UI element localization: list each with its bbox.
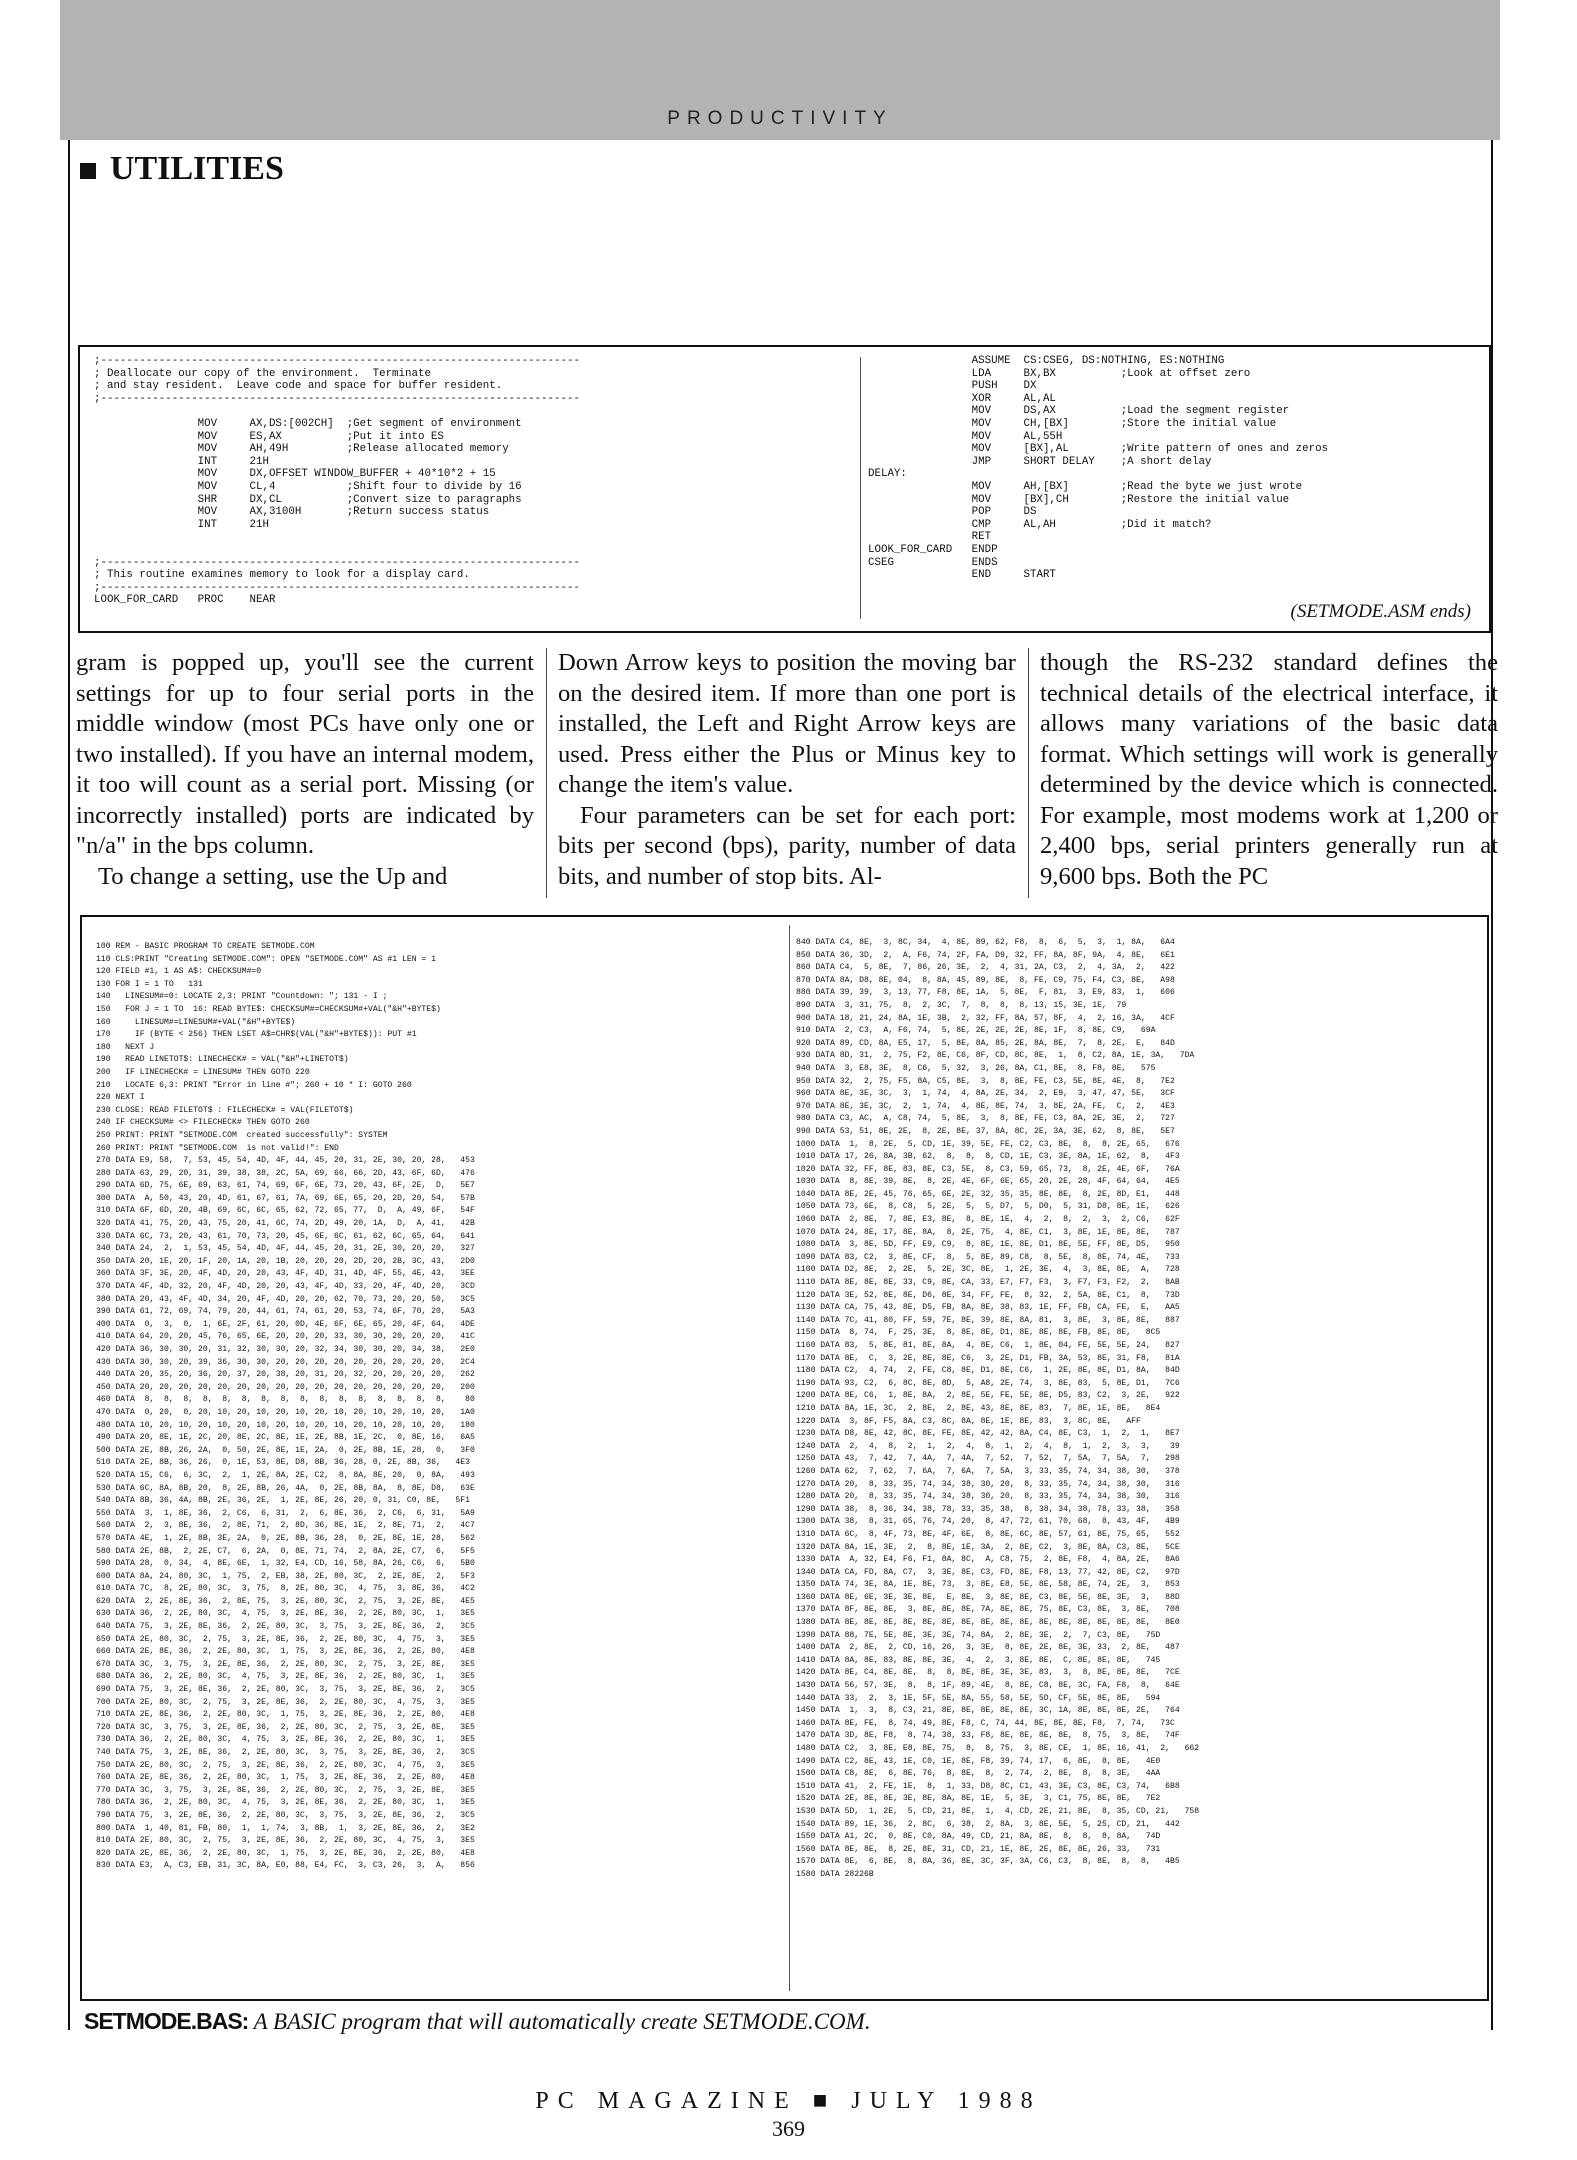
basic-divider <box>789 925 790 1991</box>
column-heading <box>80 150 284 188</box>
left-margin-rule <box>68 140 70 2030</box>
column-title: UTILITIES <box>110 150 284 187</box>
article-column-3 <box>1040 648 1498 892</box>
column-3-paragraph-1: though the RS-232 standard defines the technical details of the electrical interface, it allows many variations of the basic data format. Which settings will work is generally determined by the device which is connected. For example, most modems work at 1,200 or 2,400 bps, serial printers generally run at 9,600 bps. Both the PC <box>1040 649 1498 890</box>
column-2-paragraph-2: Four parameters can be set for each port: bits per second (bps), parity, number of data bits, and number of stop bits. Al- <box>558 801 1016 890</box>
basic-listing-box <box>80 915 1489 2001</box>
asm-code-right: ASSUME CS:CSEG, DS:NOTHING, ES:NOTHING LDA BX,BX ;Look at offset zero PUSH DX XOR AL,AL MOV DS,AX ;Load the segment register MOV CH,[BX] ;Store the initial value MOV AL,55H MOV [BX],AL ;Write pattern of ones and zeros JMP SHORT DELAY ;A short delay DELAY: MOV AH,[BX] ;Read the byte we just wrote MOV [BX],CH ;Restore the initial value POP DS CMP AL,AH ;Did it match? RET LOOK_FOR_CARD ENDP CSEG ENDS END START <box>868 355 1329 582</box>
article-column-2 <box>558 648 1016 892</box>
bullet-square-icon <box>80 163 96 179</box>
column-2-paragraph-1: Down Arrow keys to position the moving bar on the desired item. If more than one port is installed, the Left and Right Arrow keys are used. Press either the Plus or Minus key to change the item's value. <box>558 649 1016 798</box>
asm-code-left: ;-------------------------------------------------------------------------- ; Deallocate our copy of the environment. Terminate ; and stay resident. Leave code and space for buffer resident. ;-------------------------------------------------------------------------- MOV AX,DS:[002CH] ;Get segment of environment MOV ES,AX ;Put it into ES MOV AH,49H ;Release allocated memory INT 21H MOV DX,OFFSET WINDOW_BUFFER + 40*10*2 + 15 MOV CL,4 ;Shift four to divide by 16 SHR DX,CL ;Convert size to paragraphs MOV AX,3100H ;Return success status INT 21H ;-------------------------------------------------------------------------- ; This routine examines memory to look for a display card. ;-------------------------------------------------------------------------- LOOK_FOR_CARD PROC NEAR <box>94 355 580 607</box>
basic-code-right: 840 DATA C4, 8E, 3, 8C, 34, 4, 8E, 89, 62, F8, 8, 6, 5, 3, 1, 8A, 6A4 850 DATA 36, 3D, 2, A, F6, 74, 2F, FA, D9, 32, FF, 8A, 8F, 9A, 4, 8E, 6E1 860 DATA C4, 5, 8E, 7, 86, 26, 3E, 2, 4, 31, 2A, C3, 2, 4, 3A, 2, 422 870 DATA 8A, D8, 8E, 04, 8, 8A, 45, 89, 8E, 8, FE, C9, 75, F4, C3, 8E, A98 880 DATA 39, 39, 3, 13, 77, F8, 8E, 1A, 5, 8E, F, 81, 3, E9, 83, 1, 606 890 DATA 3, 31, 75, 8, 2, 3C, 7, 8, 8, 8, 13, 15, 3E, 1E, 79 900 DATA 18, 21, 24, 8A, 1E, 3B, 2, 32, FF, 8A, 57, 8F, 4, 2, 16, 3A, 4CF 910 DATA 2, C3, A, F6, 74, 5, 8E, 2E, 2E, 2E, 8E, 1F, 8, 8E, C9, 69A 920 DATA 89, CD, 8A, E5, 17, 5, 8E, 8A, 85, 2E, 8A, 8E, 7, 8, 2E, E, 84D 930 DATA 8D, 31, 2, 75, F2, 8E, C6, 8F, CD, 8C, 8E, 1, 8, C2, 8A, 1E, 3A, 7DA 940 DATA 3, E8, 3E, 8, C6, 5, 32, 3, 26, 8A, C1, 8E, 8, F8, 8E, 575 950 DATA 32, 2, 75, F5, 8A, C5, 8E, 3, 8, 8E, FE, C3, 5E, 8E, 4E, 8, 7E2 960 DATA 8E, 3E, 3C, 3, 1, 74, 4, 8A, 2E, 34, 2, E9, 3, 47, 47, 5E, 3CF 970 DATA 8E, 3E, 3C, 2, 1, 74, 4, 8E, 8E, 74, 3, 8E, 2A, FE, C, 2, 4E3 980 DATA C3, AC, A, C8, 74, 5, 8E, 3, 8, 8E, FE, C3, 8A, 2E, 3E, 2, 727 990 DATA 53, 51, 8E, 2E, 8, 2E, 8E, 37, 8A, 8C, 2E, 3A, 3E, 62, 8, 8E, 5E7 1000 DATA 1, 8, 2E, 5, CD, 1E, 39, 5E, FE, C2, C3, 8E, 8, 8, 2E, 65, 676 1010 DATA 17, 26, 8A, 3B, 62, 8, 8, 8, CD, 1E, C3, 3E, 8A, 1E, 62, 8, 4F3 1020 DATA 32, FF, 8E, 83, 8E, C3, 5E, 8, C3, 59, 65, 73, 8, 2E, 4E, 6F, 76A 1030 DATA 8, 8E, 39, 8E, 8, 2E, 4E, 6F, 6E, 65, 20, 2E, 28, 4F, 64, 64, 4E5 1040 DATA 8E, 2E, 45, 76, 65, 6E, 2E, 32, 35, 35, 8E, 8E, 8, 2E, 8D, E1, 448 1050 DATA 73, 6E, 8, C8, 5, 2E, 5, 5, D7, 5, D0, 5, 31, D8, 8E, 1E, 626 1060 DATA 2, 8E, 7, 8E, E3, 8E, 8, 8E, 1E, 4, 2, 8, 2, 3, 2, C6, 62F 1070 DATA 24, 8E, 17, 8E, 8A, 8, 2E, 75, 4, 8E, C1, 3, 8E, 1E, 8E, 8E, 787 1080 DATA 3, 8E, 5D, FF, E9, C9, 8, 8E, 1E, 8E, D1, 8E, 5E, FF, 8E, D5, 950 1090 DATA 83, C2, 3, 8E, CF, 8, 5, 8E, 89, C8, 8, 5E, 8, 8E, 74, 4E, 733 1100 DATA D2, 8E, 2, 2E, 5, 2E, 3C, 8E, 1, 2E, 3E, 4, 3, 8E, 8E, A, 728 1110 DATA 8E, 8E, 8E, 33, C9, 8E, CA, 33, E7, F7, F3, 3, F7, F3, F2, 2, 8AB 1120 DATA 3E, 52, 8E, 8E, D6, 8E, 34, FF, FE, 8, 32, 2, 5A, 8E, C1, 8, 73D 1130 DATA CA, 75, 43, 8E, D5, FB, 8A, 8E, 38, 83, 1E, FF, FB, CA, FE, E, AA5 1140 DATA 7C, 41, 80, FF, 59, 7E, 8E, 39, 8E, 8A, 81, 3, 8E, 3, 8E, 8E, 887 1150 DATA 8, 74, F, 25, 3E, 8, 8E, 8E, D1, 8E, 8E, 8E, FB, 8E, 8E, 8C5 1160 DATA 83, 5, 8E, 81, 8E, 8A, 4, 8E, C6, 1, 8E, 04, FE, 5E, 5E, 24, 827 1170 DATA 8E, C, 3, 2E, 8E, 8E, C6, 3, 2E, D1, FB, 3A, 53, 8E, 31, F8, 81A 1180 DATA C2, 4, 74, 2, FE, C8, 8E, D1, 8E, C6, 1, 2E, 8E, 8E, D1, 8A, 84D 1190 DATA 93, C2, 6, 8C, 8E, 8D, 5, A8, 2E, 74, 3, 8E, 83, 5, 8E, D1, 7C6 1200 DATA 8E, C6, 1, 8E, 8A, 2, 8E, 5E, FE, 5E, 8E, D5, 83, C2, 3, 2E, 922 1210 DATA 8A, 1E, 3C, 2, 8E, 2, 8E, 43, 8E, 8E, 83, 7, 8E, 1E, 8E, 8E4 1220 DATA 3, 8F, F5, 8A, C3, 8C, 8A, 8E, 1E, 8E, 83, 3, 8C, 8E, AFF 1230 DATA D8, 8E, 42, 8C, 8E, FE, 8E, 42, 42, 8A, C4, 8E, C3, 1, 2, 1, 8E7 1240 DATA 2, 4, 8, 2, 1, 2, 4, 8, 1, 2, 4, 8, 1, 2, 3, 3, 39 1250 DATA 43, 7, 42, 7, 4A, 7, 4A, 7, 52, 7, 52, 7, 5A, 7, 5A, 7, 298 1260 DATA 62, 7, 62, 7, 6A, 7, 6A, 7, 5A, 3, 33, 35, 74, 34, 38, 30, 378 1270 DATA 20, 8, 33, 35, 74, 34, 38, 30, 20, 8, 33, 35, 74, 34, 38, 30, 316 1280 DATA 20, 8, 33, 35, 74, 34, 38, 30, 20, 8, 33, 35, 74, 34, 38, 30, 316 1290 DATA 38, 8, 36, 34, 38, 78, 33, 35, 38, 8, 38, 34, 38, 78, 33, 38, 358 1300 DATA 38, 8, 31, 65, 76, 74, 20, 8, 47, 72, 61, 70, 68, 8, 43, 4F, 4B9 1310 DATA 6C, 8, 4F, 73, 8E, 4F, 6E, 8, 8E, 6C, 8E, 57, 61, 8E, 75, 65, 552 1320 DATA 8A, 1E, 3E, 2, 8, 8E, 1E, 3A, 2, 8E, C2, 3, 8E, 8A, C3, 8E, 5CE 1330 DATA A, 32, E4, F6, F1, 8A, 8C, A, C8, 75, 2, 8E, F8, 4, 8A, 2E, 8A6 1340 DATA CA, FD, 8A, C7, 3, 3E, 8E, C3, FD, 8E, F8, 13, 77, 42, 8E, C2, 97D 1350 DATA 74, 3E, 8A, 1E, 8E, 73, 3, 8E, E8, 5E, 8E, 58, 8E, 74, 2E, 3, 853 1360 DATA 8E, 6E, 3E, 3E, 8E, E, 8E, 3, 8E, 8E, C3, 8E, 5E, 8E, 3E, 3, 88D 1370 DATA 8F, 8E, 8E, 3, 8E, 8E, 8E, 7A, 8E, 8E, 75, 8E, C3, 8E, 3, 8E, 708 1380 DATA 8E, 8E, 8E, 8E, 8E, 8E, 8E, 8E, 8E, 8E, 8E, 8E, 8E, 8E, 8E, 8E, 8E0 1390 DATA 88, 7E, 5E, 8E, 3E, 3E, 74, 8A, 2, 8E, 3E, 2, 7, C3, 8E, 75D 1400 DATA 2, 8E, 2, CD, 16, 26, 3, 3E, 8, 8E, 2E, 8E, 3E, 33, 2, 8E, 487 1410 DATA 8A, 8E, 83, 8E, 8E, 3E, 4, 2, 3, 8E, 8E, C, 8E, 8E, 8E, 745 1420 DATA 8E, C4, 8E, 8E, 8, 8, 8E, 8E, 3E, 3E, 83, 3, 8, 8E, 8E, 8E, 7CE 1430 DATA 56, 57, 3E, 8, 8, 1F, 89, 4E, 8, 8E, C8, 8E, 3C, FA, F8, 8, 64E 1440 DATA 33, 2, 3, 1E, 5F, 5E, 8A, 55, 58, 5E, 5D, CF, 5E, 8E, 8E, 594 1450 DATA 1, 3, 8, C3, 21, 8E, 8E, 8E, 8E, 8E, 3C, 1A, 8E, 8E, 8E, 2E, 764 1460 DATA 8E, FE, 8, 74, 49, 8E, F8, C, 74, 44, 8E, 8E, 8E, F8, 7, 74, 73C 1470 DATA 3D, 8E, F8, 8, 74, 38, 33, F8, 8E, 8E, 8E, 8E, 8, 75, 3, 8E, 74F 1480 DATA C2, 3, 8E, E8, 8E, 75, 8, 8, 75, 3, 8E, CE, 1, 8E, 16, 41, 2, 662 1490 DATA C2, 8E, 43, 1E, C0, 1E, 8E, F8, 39, 74, 17, 6, 8E, 8, 8E, 4E0 1500 DATA C8, 8E, 6, 8E, 76, 8, 8E, 8, 2, 74, 2, 8E, 8, 8, 3E, 4AA 1510 DATA 41, 2, FE, 1E, 8, 1, 33, D8, 8C, C1, 43, 3E, C3, 8E, C3, 74, 6B8 1520 DATA 2E, 8E, 8E, 3E, 8E, 8A, 8E, 1E, 5, 3E, 3, C1, 75, 8E, 8E, 7E2 1530 DATA 5D, 1, 2E, 5, CD, 21, 8E, 1, 4, CD, 2E, 21, 8E, 8, 35, CD, 21, 758 1540 DATA 89, 1E, 36, 2, 8C, 6, 38, 2, 8A, 3, 8E, 5E, 5, 25, CD, 21, 442 1550 DATA A1, 2C, 0, 8E, C0, 8A, 49, CD, 21, 8A, 8E, 8, 8, 8, 8A, 74D 1560 DATA 8E, 8E, 8, 2E, 8E, 31, CD, 21, 1E, 8E, 2E, 8E, 8E, 26, 33, 731 1570 DATA 8E, 6, 8E, 8, 8A, 36, 8E, 3C, 3F, 3A, C6, C3, 8, 8E, 8, 8, 4B5 1580 DATA 28226B <box>796 938 1200 1879</box>
asm-listing-box <box>78 345 1491 633</box>
column-1-paragraph-2: To change a setting, use the Up and <box>98 862 448 890</box>
basic-code-left: 100 REM - BASIC PROGRAM TO CREATE SETMODE.COM 110 CLS:PRINT "Creating SETMODE.COM": OPEN "SETMODE.COM" AS #1 LEN = 1 120 FIELD #1, 1 AS A$: CHECKSUM#=0 130 FOR I = 1 TO 131 140 LINESUM#=0: LOCATE 2,3: PRINT "Countdown: "; 131 - I ; 150 FOR J = 1 TO 16: READ BYTE$: CHECKSUM#=CHECKSUM#+VAL("&H"+BYTE$) 160 LINESUM#=LINESUM#+VAL("&H"+BYTE$) 170 IF (BYTE < 256) THEN LSET A$=CHR$(VAL("&H"+BYTE$)): PUT #1 180 NEXT J 190 READ LINETOT$: LINECHECK# = VAL("&H"+LINETOT$) 200 IF LINECHECK# = LINESUM# THEN GOTO 220 210 LOCATE 6,3: PRINT "Error in line #"; 260 + 10 * I: GOTO 260 220 NEXT I 230 CLOSE: READ FILETOT$ : FILECHECK# = VAL(FILETOT$) 240 IF CHECKSUM# <> FILECHECK# THEN GOTO 260 250 PRINT: PRINT "SETMODE.COM created successfully": SYSTEM 260 PRINT: PRINT "SETMODE.COM is not valid!": END 270 DATA E9, 58, 7, 53, 45, 54, 4D, 4F, 44, 45, 20, 31, 2E, 30, 20, 28, 453 280 DATA 63, 29, 20, 31, 39, 38, 38, 2C, 5A, 69, 66, 66, 2D, 43, 6F, 6D, 476 290 DATA 6D, 75, 6E, 69, 63, 61, 74, 69, 6F, 6E, 73, 20, 43, 6F, 2E, D, 5E7 300 DATA A, 50, 43, 20, 4D, 61, 67, 61, 7A, 69, 6E, 65, 20, 2D, 20, 54, 57B 310 DATA 6F, 6D, 20, 4B, 69, 6C, 6C, 65, 62, 72, 65, 77, D, A, 49, 6F, 54F 320 DATA 41, 75, 20, 43, 75, 20, 41, 6C, 74, 2D, 49, 20, 1A, D, A, 41, 42B 330 DATA 6C, 73, 20, 43, 61, 70, 73, 20, 45, 6E, 6C, 61, 62, 6C, 65, 64, 641 340 DATA 24, 2, 1, 53, 45, 54, 4D, 4F, 44, 45, 20, 31, 2E, 30, 20, 20, 327 350 DATA 20, 1E, 20, 1F, 20, 1A, 20, 1B, 20, 20, 20, 2D, 20, 2B, 3C, 43, 2D0 360 DATA 3F, 3E, 20, 4F, 4D, 20, 20, 43, 4F, 4D, 31, 4D, 4F, 55, 4E, 43, 3EE 370 DATA 4F, 4D, 32, 20, 4F, 4D, 20, 20, 43, 4F, 4D, 33, 20, 4F, 4D, 20, 3CD 380 DATA 20, 43, 4F, 4D, 34, 20, 4F, 4D, 20, 20, 62, 70, 73, 20, 20, 50, 3C5 390 DATA 61, 72, 69, 74, 79, 20, 44, 61, 74, 61, 20, 53, 74, 6F, 70, 20, 5A3 400 DATA 0, 3, 0, 1, 6E, 2F, 61, 20, 0D, 4E, 6F, 6E, 65, 20, 4F, 64, 4DE 410 DATA 64, 20, 20, 45, 76, 65, 6E, 20, 20, 20, 33, 30, 30, 20, 20, 20, 41C 420 DATA 36, 30, 30, 20, 31, 32, 30, 30, 20, 32, 34, 30, 30, 20, 34, 38, 2E0 430 DATA 30, 30, 20, 39, 36, 30, 30, 20, 20, 20, 20, 20, 20, 20, 20, 20, 2C4 440 DATA 20, 35, 20, 36, 20, 37, 20, 38, 20, 31, 20, 32, 20, 20, 20, 20, 262 450 DATA 20, 20, 20, 20, 20, 20, 20, 20, 20, 20, 20, 20, 20, 20, 20, 20, 200 460 DATA 8, 8, 8, 8, 8, 8, 8, 8, 8, 8, 8, 8, 8, 8, 8, 8, 80 470 DATA 0, 20, 0, 20, 10, 20, 10, 20, 10, 20, 10, 20, 10, 20, 10, 20, 1A0 480 DATA 10, 20, 10, 20, 10, 20, 10, 20, 10, 20, 10, 20, 10, 20, 10, 20, 180 490 DATA 20, 8E, 1E, 2C, 20, 8E, 2C, 8E, 1E, 2E, 8B, 1E, 2C, 0, 8E, 16, 6A5 500 DATA 2E, 8B, 26, 2A, 0, 50, 2E, 8E, 1E, 2A, 0, 2E, 8B, 1E, 28, 0, 3F0 510 DATA 2E, 8B, 36, 26, 0, 1E, 53, 8E, D8, 8B, 36, 28, 0, 2E, 8B, 36, 4E3 520 DATA 15, C6, 6, 3C, 2, 1, 2E, 8A, 2E, C2, 8, 8A, 8E, 20, 0, 8A, 493 530 DATA 6C, 8A, 8B, 20, 8, 2E, 8B, 26, 4A, 0, 2E, 8B, 8A, 8, 8E, D8, 63E 540 DATA 8B, 36, 4A, 8B, 2E, 36, 2E, 1, 2E, 8E, 26, 20, 0, 31, C0, 8E, 5F1 550 DATA 3, 1, 8E, 36, 2, C6, 6, 31, 2, 6, 8E, 36, 2, C6, 6, 31, 5A9 560 DATA 2, 3, 8E, 36, 2, 8E, 71, 2, 8D, 36, 8E, 1E, 2, 8E, 71, 2, 4C7 570 DATA 4E, 1, 2E, 8B, 3E, 2A, 0, 2E, 8B, 36, 28, 0, 2E, 8E, 1E, 28, 562 580 DATA 2E, 8B, 2, 2E, C7, 6, 2A, 0, 8E, 71, 74, 2, 8A, 2E, C7, 6, 5F5 590 DATA 28, 0, 34, 4, 8E, 6E, 1, 32, E4, CD, 16, 58, 8A, 26, C6, 6, 5B0 600 DATA 8A, 24, 80, 3C, 1, 75, 2, EB, 38, 2E, 80, 3C, 2, 2E, 8E, 2, 5F3 610 DATA 7C, 8, 2E, 80, 3C, 3, 75, 8, 2E, 80, 3C, 4, 75, 3, 8E, 36, 4C2 620 DATA 2, 2E, 8E, 36, 2, 8E, 75, 3, 2E, 80, 3C, 2, 75, 3, 2E, 8E, 4E5 630 DATA 36, 2, 2E, 80, 3C, 4, 75, 3, 2E, 8E, 36, 2, 2E, 80, 3C, 1, 3E5 640 DATA 75, 3, 2E, 8E, 36, 2, 2E, 80, 3C, 3, 75, 3, 2E, 8E, 36, 2, 3C5 650 DATA 2E, 80, 3C, 2, 75, 3, 2E, 8E, 36, 2, 2E, 80, 3C, 4, 75, 3, 3E5 660 DATA 2E, 8E, 36, 2, 2E, 80, 3C, 1, 75, 3, 2E, 8E, 36, 2, 2E, 80, 4E8 670 DATA 3C, 3, 75, 3, 2E, 8E, 36, 2, 2E, 80, 3C, 2, 75, 3, 2E, 8E, 3E5 680 DATA 36, 2, 2E, 80, 3C, 4, 75, 3, 2E, 8E, 36, 2, 2E, 80, 3C, 1, 3E5 690 DATA 75, 3, 2E, 8E, 36, 2, 2E, 80, 3C, 3, 75, 3, 2E, 8E, 36, 2, 3C5 700 DATA 2E, 80, 3C, 2, 75, 3, 2E, 8E, 36, 2, 2E, 80, 3C, 4, 75, 3, 3E5 710 DATA 2E, 8E, 36, 2, 2E, 80, 3C, 1, 75, 3, 2E, 8E, 36, 2, 2E, 80, 4E8 720 DATA 3C, 3, 75, 3, 2E, 8E, 36, 2, 2E, 80, 3C, 2, 75, 3, 2E, 8E, 3E5 730 DATA 36, 2, 2E, 80, 3C, 4, 75, 3, 2E, 8E, 36, 2, 2E, 80, 3C, 1, 3E5 740 DATA 75, 3, 2E, 8E, 36, 2, 2E, 80, 3C, 3, 75, 3, 2E, 8E, 36, 2, 3C5 750 DATA 2E, 80, 3C, 2, 75, 3, 2E, 8E, 36, 2, 2E, 80, 3C, 4, 75, 3, 3E5 760 DATA 2E, 8E, 36, 2, 2E, 80, 3C, 1, 75, 3, 2E, 8E, 36, 2, 2E, 80, 4E8 770 DATA 3C, 3, 75, 3, 2E, 8E, 36, 2, 2E, 80, 3C, 2, 75, 3, 2E, 8E, 3E5 780 DATA 36, 2, 2E, 80, 3C, 4, 75, 3, 2E, 8E, 36, 2, 2E, 80, 3C, 1, 3E5 790 DATA 75, 3, 2E, 8E, 36, 2, 2E, 80, 3C, 3, 75, 3, 2E, 8E, 36, 2, 3C5 800 DATA 1, 40, 81, FB, 80, 1, 1, 74, 3, 8B, 1, 3, 2E, 8E, 36, 2, 3E2 810 DATA 2E, 80, 3C, 2, 75, 3, 2E, 8E, 36, 2, 2E, 80, 3C, 4, 75, 3, 3E5 820 DATA 2E, 8E, 36, 2, 2E, 80, 3C, 1, 75, 3, 2E, 8E, 36, 2, 2E, 80, 4E8 830 DATA E3, A, C3, EB, 31, 3C, 8A, E0, 88, E4, FC, 3, C3, 26, 3, A, 856 <box>96 942 475 1871</box>
caption-text: A BASIC program that will automatically create SETMODE.COM. <box>248 2009 871 2034</box>
right-margin-rule <box>1491 140 1493 2030</box>
header-banner <box>60 0 1500 140</box>
caption-label: SETMODE.BAS: <box>84 2008 249 2034</box>
section-label: PRODUCTIVITY <box>667 108 893 129</box>
page-number: 369 <box>772 2116 805 2141</box>
column-divider-1 <box>546 648 547 898</box>
asm-listing-caption: (SETMODE.ASM ends) <box>1290 601 1471 622</box>
column-1-paragraph-1: gram is popped up, you'll see the current settings for up to four serial ports in the middle window (most PCs have only one or two installed). If you have an internal modem, it too will count as a serial port. Missing (or incorrectly installed) ports are indicated by "n/a" in the bps column. <box>76 649 534 859</box>
figure-caption <box>84 2008 871 2035</box>
article-column-1 <box>76 648 534 892</box>
column-divider-2 <box>1028 648 1029 898</box>
asm-divider <box>860 357 861 619</box>
publication-footer: PC MAGAZINE ■ JULY 1988 <box>535 2088 1042 2114</box>
